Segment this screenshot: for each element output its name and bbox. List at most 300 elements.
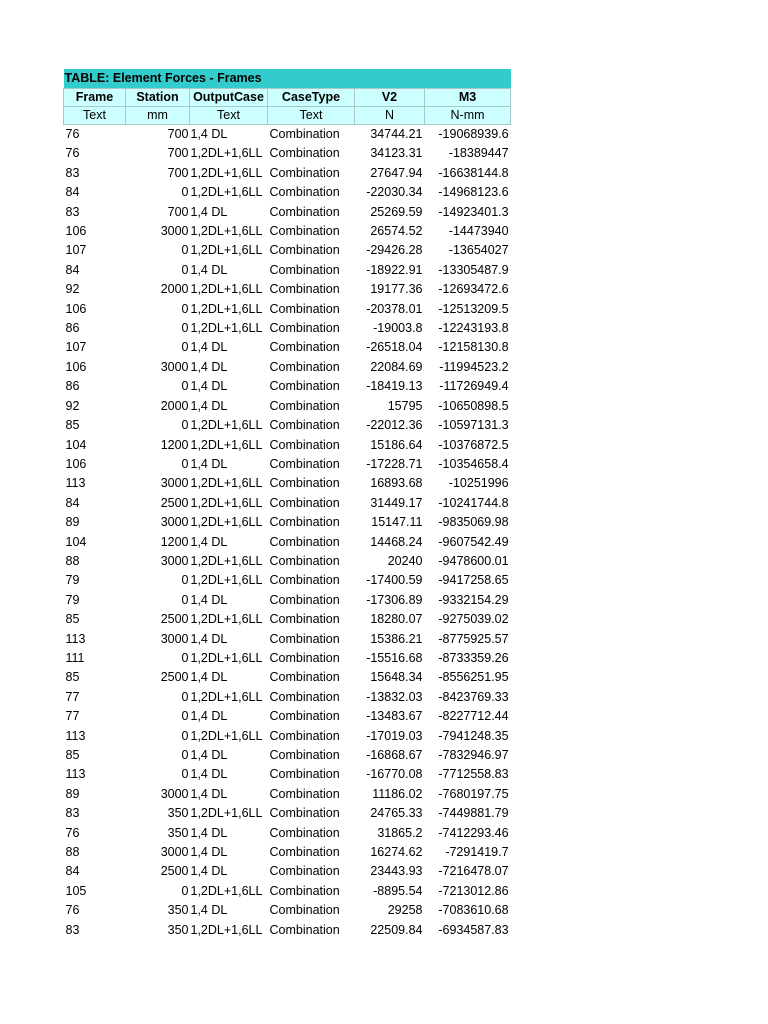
- table-row: [64, 630, 511, 649]
- cell-casetype[interactable]: Combination: [269, 262, 340, 277]
- cell-station[interactable]: 3000: [160, 631, 189, 646]
- cell-casetype[interactable]: Combination: [269, 185, 340, 200]
- cell-v2[interactable]: 20240: [387, 553, 423, 568]
- table-row: [64, 591, 511, 610]
- cell-casetype[interactable]: Combination: [269, 728, 340, 743]
- cell-frame[interactable]: 105: [65, 883, 87, 898]
- cell-v2[interactable]: 29258: [387, 903, 423, 918]
- cell-casetype[interactable]: Combination: [269, 379, 340, 394]
- cell-v2[interactable]: 14468.24: [370, 534, 423, 549]
- cell-outputcase[interactable]: 1,2DL+1,6LL: [190, 437, 263, 452]
- table-title-row: [64, 69, 511, 89]
- table-row: [64, 765, 511, 784]
- cell-casetype[interactable]: Combination: [269, 612, 340, 627]
- cell-outputcase[interactable]: 1,2DL+1,6LL: [190, 282, 263, 297]
- cell-m3[interactable]: -14473940: [448, 224, 509, 239]
- column-header-v2[interactable]: V2: [355, 89, 425, 107]
- cell-station[interactable]: 0: [181, 243, 189, 258]
- cell-casetype[interactable]: Combination: [269, 864, 340, 879]
- cell-m3[interactable]: -9332154.29: [438, 592, 509, 607]
- cell-v2[interactable]: 15186.64: [370, 437, 423, 452]
- cell-v2[interactable]: -17019.03: [366, 728, 423, 743]
- column-header-m3[interactable]: M3: [425, 89, 511, 107]
- table-row: [64, 183, 511, 202]
- cell-outputcase[interactable]: 1,4 DL: [190, 786, 228, 801]
- cell-frame[interactable]: 84: [65, 185, 80, 200]
- cell-outputcase[interactable]: 1,4 DL: [190, 127, 228, 141]
- table-row: [64, 203, 511, 222]
- cell-outputcase[interactable]: 1,4 DL: [190, 398, 228, 413]
- cell-outputcase[interactable]: 1,4 DL: [190, 767, 228, 782]
- cell-outputcase[interactable]: 1,2DL+1,6LL: [190, 418, 263, 433]
- cell-m3[interactable]: -8556251.95: [438, 670, 509, 685]
- cell-outputcase[interactable]: 1,4 DL: [190, 262, 228, 277]
- cell-frame[interactable]: 107: [65, 243, 87, 258]
- cell-outputcase[interactable]: 1,2DL+1,6LL: [190, 650, 263, 665]
- cell-m3[interactable]: -16638144.8: [438, 165, 509, 180]
- cell-m3[interactable]: -10650898.5: [438, 398, 509, 413]
- cell-m3[interactable]: -8775925.57: [438, 631, 509, 646]
- cell-station[interactable]: 0: [181, 883, 189, 898]
- cell-v2[interactable]: 31865.2: [377, 825, 423, 840]
- column-header-station[interactable]: Station: [126, 89, 190, 107]
- table-row: [64, 125, 511, 145]
- unit-frame[interactable]: Text: [64, 107, 126, 125]
- cell-m3[interactable]: -7083610.68: [438, 903, 509, 918]
- table-row: [64, 571, 511, 590]
- cell-station[interactable]: 0: [181, 418, 189, 433]
- cell-station[interactable]: 0: [181, 689, 189, 704]
- cell-station[interactable]: 3000: [160, 786, 189, 801]
- unit-station[interactable]: mm: [126, 107, 190, 125]
- cell-casetype[interactable]: Combination: [269, 301, 340, 316]
- cell-casetype[interactable]: Combination: [269, 806, 340, 821]
- cell-frame[interactable]: 113: [65, 767, 86, 782]
- cell-frame[interactable]: 92: [65, 398, 80, 413]
- cell-m3[interactable]: -9478600.01: [438, 553, 509, 568]
- cell-m3[interactable]: -11726949.4: [439, 379, 509, 394]
- cell-m3[interactable]: -11994523.2: [439, 359, 509, 374]
- cell-station[interactable]: 3000: [160, 359, 189, 374]
- cell-station[interactable]: 2000: [160, 282, 189, 297]
- cell-casetype[interactable]: Combination: [269, 437, 340, 452]
- cell-m3[interactable]: -7832946.97: [438, 748, 509, 762]
- cell-m3[interactable]: -9275039.02: [438, 612, 509, 627]
- cell-m3[interactable]: -10354658.4: [438, 456, 509, 471]
- cell-casetype[interactable]: Combination: [269, 650, 340, 665]
- cell-frame[interactable]: 86: [65, 321, 80, 336]
- table-row: [64, 746, 511, 765]
- cell-v2[interactable]: 11186.02: [372, 786, 423, 801]
- table-row: [64, 804, 511, 823]
- cell-station[interactable]: 350: [167, 806, 189, 821]
- cell-frame[interactable]: 86: [65, 379, 80, 394]
- cell-frame[interactable]: 85: [65, 670, 80, 685]
- cell-v2[interactable]: -16868.67: [366, 748, 423, 762]
- cell-station[interactable]: 3000: [160, 476, 189, 491]
- cell-station[interactable]: 350: [167, 903, 189, 918]
- column-header-casetype[interactable]: CaseType: [268, 89, 355, 107]
- cell-v2[interactable]: 15386.21: [370, 631, 423, 646]
- cell-outputcase[interactable]: 1,4 DL: [190, 631, 228, 646]
- cell-v2[interactable]: -17400.59: [366, 573, 423, 588]
- cell-outputcase[interactable]: 1,4 DL: [190, 825, 228, 840]
- cell-station[interactable]: 350: [167, 922, 189, 937]
- cell-station[interactable]: 0: [181, 650, 189, 665]
- cell-casetype[interactable]: Combination: [269, 165, 340, 180]
- cell-v2[interactable]: 34123.31: [370, 146, 423, 161]
- cell-m3[interactable]: -6934587.83: [438, 922, 509, 937]
- cell-v2[interactable]: 18280.07: [370, 612, 423, 627]
- cell-frame[interactable]: 85: [65, 418, 80, 433]
- cell-casetype[interactable]: Combination: [269, 922, 340, 937]
- cell-casetype[interactable]: Combination: [269, 127, 340, 141]
- cell-outputcase[interactable]: 1,2DL+1,6LL: [190, 806, 263, 821]
- cell-frame[interactable]: 89: [65, 786, 80, 801]
- cell-casetype[interactable]: Combination: [269, 224, 340, 239]
- cell-casetype[interactable]: Combination: [269, 592, 340, 607]
- cell-m3[interactable]: -18389447: [448, 146, 509, 161]
- cell-casetype[interactable]: Combination: [269, 709, 340, 724]
- cell-v2[interactable]: -16770.08: [366, 767, 423, 782]
- cell-casetype[interactable]: Combination: [269, 398, 340, 413]
- cell-outputcase[interactable]: 1,4 DL: [190, 903, 228, 918]
- table-row: [64, 261, 511, 280]
- table-row: [64, 921, 511, 940]
- cell-casetype[interactable]: Combination: [269, 786, 340, 801]
- cell-m3[interactable]: -12693472.6: [438, 282, 509, 297]
- table-row: [64, 707, 511, 726]
- cell-frame[interactable]: 92: [65, 282, 80, 297]
- table-row: [64, 649, 511, 668]
- cell-v2[interactable]: 16274.62: [370, 845, 423, 860]
- cell-casetype[interactable]: Combination: [269, 689, 340, 704]
- cell-v2[interactable]: 16893.68: [370, 476, 423, 491]
- cell-outputcase[interactable]: 1,2DL+1,6LL: [190, 689, 263, 704]
- table-row: [64, 494, 511, 513]
- cell-frame[interactable]: 77: [65, 689, 80, 704]
- cell-outputcase[interactable]: 1,2DL+1,6LL: [190, 301, 263, 316]
- cell-outputcase[interactable]: 1,2DL+1,6LL: [190, 553, 263, 568]
- cell-outputcase[interactable]: 1,4 DL: [190, 709, 228, 724]
- cell-v2[interactable]: 25269.59: [370, 204, 423, 219]
- cell-casetype[interactable]: Combination: [269, 495, 340, 510]
- cell-casetype[interactable]: Combination: [269, 146, 340, 161]
- cell-casetype[interactable]: Combination: [269, 883, 340, 898]
- table-row: [64, 164, 511, 183]
- cell-m3[interactable]: -13305487.9: [438, 262, 509, 277]
- cell-outputcase[interactable]: 1,4 DL: [190, 204, 228, 219]
- cell-casetype[interactable]: Combination: [269, 243, 340, 258]
- cell-m3[interactable]: -12513209.5: [438, 301, 509, 316]
- unit-m3[interactable]: N-mm: [425, 107, 511, 125]
- cell-station[interactable]: 0: [181, 456, 189, 471]
- cell-frame[interactable]: 76: [65, 825, 80, 840]
- cell-m3[interactable]: -7941248.35: [438, 728, 509, 743]
- cell-casetype[interactable]: Combination: [269, 321, 340, 336]
- cell-station[interactable]: 2500: [160, 495, 189, 510]
- cell-v2[interactable]: 15147.11: [371, 515, 423, 530]
- table-row: [64, 785, 511, 804]
- cell-v2[interactable]: -15516.68: [366, 650, 423, 665]
- cell-station[interactable]: 0: [181, 321, 189, 336]
- cell-outputcase[interactable]: 1,4 DL: [190, 845, 228, 860]
- cell-m3[interactable]: -9835069.98: [438, 515, 509, 530]
- cell-outputcase[interactable]: 1,2DL+1,6LL: [190, 321, 263, 336]
- cell-station[interactable]: 700: [167, 146, 189, 161]
- cell-outputcase[interactable]: 1,2DL+1,6LL: [190, 146, 263, 161]
- cell-v2[interactable]: 22509.84: [370, 922, 423, 937]
- table-row: [64, 727, 511, 746]
- cell-m3[interactable]: -12158130.8: [438, 340, 509, 355]
- cell-frame[interactable]: 85: [65, 612, 80, 627]
- column-header-outputcase[interactable]: OutputCase: [190, 89, 268, 107]
- table-row: [64, 882, 511, 901]
- cell-station[interactable]: 3000: [160, 515, 189, 530]
- cell-outputcase[interactable]: 1,4 DL: [190, 359, 228, 374]
- cell-m3[interactable]: -19068939.6: [438, 127, 509, 141]
- cell-casetype[interactable]: Combination: [269, 903, 340, 918]
- cell-frame[interactable]: 106: [65, 301, 87, 316]
- cell-station[interactable]: 350: [167, 825, 189, 840]
- cell-v2[interactable]: 27647.94: [370, 165, 423, 180]
- table-row: [64, 300, 511, 319]
- cell-v2[interactable]: 15795: [387, 398, 423, 413]
- table-row: [64, 338, 511, 357]
- cell-outputcase[interactable]: 1,2DL+1,6LL: [190, 185, 263, 200]
- cell-m3[interactable]: -14968123.6: [438, 185, 509, 200]
- cell-frame[interactable]: 76: [65, 146, 80, 161]
- cell-v2[interactable]: -29426.28: [366, 243, 423, 258]
- cell-casetype[interactable]: Combination: [269, 767, 340, 782]
- cell-outputcase[interactable]: 1,4 DL: [190, 670, 228, 685]
- table-row: [64, 377, 511, 396]
- cell-outputcase[interactable]: 1,2DL+1,6LL: [190, 243, 263, 258]
- table-row: [64, 397, 511, 416]
- cell-frame[interactable]: 88: [65, 845, 80, 860]
- cell-m3[interactable]: -10251996: [448, 476, 509, 491]
- cell-v2[interactable]: -17306.89: [366, 592, 423, 607]
- cell-m3[interactable]: -10376872.5: [438, 437, 509, 452]
- cell-station[interactable]: 3000: [160, 224, 189, 239]
- cell-frame[interactable]: 77: [65, 709, 80, 724]
- cell-m3[interactable]: -12243193.8: [438, 321, 509, 336]
- cell-m3[interactable]: -7216478.07: [438, 864, 509, 879]
- unit-v2[interactable]: N: [355, 107, 425, 125]
- cell-outputcase[interactable]: 1,4 DL: [190, 748, 228, 762]
- table-row: [64, 533, 511, 552]
- cell-casetype[interactable]: Combination: [269, 456, 340, 471]
- cell-frame[interactable]: 83: [65, 165, 80, 180]
- cell-station[interactable]: 0: [181, 592, 189, 607]
- cell-frame[interactable]: 84: [65, 864, 80, 879]
- cell-casetype[interactable]: Combination: [269, 631, 340, 646]
- cell-v2[interactable]: -18419.13: [366, 379, 423, 394]
- cell-m3[interactable]: -7412293.46: [438, 825, 509, 840]
- cell-outputcase[interactable]: 1,4 DL: [190, 592, 228, 607]
- cell-frame[interactable]: 76: [65, 903, 80, 918]
- cell-casetype[interactable]: Combination: [269, 748, 340, 762]
- cell-frame[interactable]: 84: [65, 262, 80, 277]
- table-row: [64, 552, 511, 571]
- unit-row: [64, 107, 511, 125]
- cell-station[interactable]: 0: [181, 709, 189, 724]
- cell-frame[interactable]: 88: [65, 553, 80, 568]
- cell-outputcase[interactable]: 1,2DL+1,6LL: [190, 883, 263, 898]
- cell-station[interactable]: 700: [167, 127, 189, 141]
- cell-outputcase[interactable]: 1,2DL+1,6LL: [190, 495, 263, 510]
- cell-outputcase[interactable]: 1,2DL+1,6LL: [190, 515, 263, 530]
- cell-station[interactable]: 0: [181, 340, 189, 355]
- cell-m3[interactable]: -9417258.65: [438, 573, 509, 588]
- cell-outputcase[interactable]: 1,2DL+1,6LL: [190, 612, 263, 627]
- cell-v2[interactable]: -19003.8: [373, 321, 423, 336]
- cell-frame[interactable]: 106: [65, 224, 87, 239]
- cell-v2[interactable]: 23443.93: [370, 864, 423, 879]
- cell-outputcase[interactable]: 1,2DL+1,6LL: [190, 165, 263, 180]
- cell-frame[interactable]: 85: [65, 748, 80, 762]
- table-row: [64, 436, 511, 455]
- cell-v2[interactable]: 19177.36: [370, 282, 423, 297]
- cell-frame[interactable]: 104: [65, 534, 87, 549]
- table-row: [64, 241, 511, 260]
- table-row: [64, 688, 511, 707]
- cell-casetype[interactable]: Combination: [269, 476, 340, 491]
- cell-outputcase[interactable]: 1,4 DL: [190, 379, 228, 394]
- cell-station[interactable]: 700: [167, 204, 189, 219]
- cell-station[interactable]: 1200: [160, 437, 189, 452]
- cell-casetype[interactable]: Combination: [269, 282, 340, 297]
- element-forces-table: [63, 69, 511, 940]
- cell-frame[interactable]: 107: [65, 340, 87, 355]
- cell-outputcase[interactable]: 1,2DL+1,6LL: [190, 573, 263, 588]
- cell-frame[interactable]: 104: [65, 437, 87, 452]
- table-row: [64, 668, 511, 687]
- cell-outputcase[interactable]: 1,2DL+1,6LL: [190, 922, 263, 937]
- cell-station[interactable]: 2500: [160, 612, 189, 627]
- column-header-frame[interactable]: Frame: [64, 89, 126, 107]
- cell-frame[interactable]: 79: [65, 573, 80, 588]
- cell-m3[interactable]: -7449881.79: [438, 806, 509, 821]
- cell-m3[interactable]: -9607542.49: [438, 534, 509, 549]
- cell-v2[interactable]: -13483.67: [366, 709, 423, 724]
- cell-outputcase[interactable]: 1,4 DL: [190, 534, 228, 549]
- cell-v2[interactable]: -17228.71: [366, 456, 423, 471]
- cell-v2[interactable]: -13832.03: [366, 689, 423, 704]
- cell-station[interactable]: 0: [181, 767, 189, 782]
- cell-v2[interactable]: -20378.01: [366, 301, 423, 316]
- cell-frame[interactable]: 76: [65, 127, 80, 141]
- cell-casetype[interactable]: Combination: [269, 845, 340, 860]
- cell-station[interactable]: 2500: [160, 670, 189, 685]
- cell-v2[interactable]: 34744.21: [370, 127, 423, 141]
- cell-m3[interactable]: -7712558.83: [438, 767, 509, 782]
- cell-casetype[interactable]: Combination: [269, 340, 340, 355]
- cell-v2[interactable]: -22030.34: [366, 185, 423, 200]
- table-row: [64, 280, 511, 299]
- cell-outputcase[interactable]: 1,4 DL: [190, 340, 228, 355]
- cell-m3[interactable]: -10241744.8: [438, 495, 509, 510]
- cell-frame[interactable]: 79: [65, 592, 80, 607]
- cell-frame[interactable]: 106: [65, 456, 87, 471]
- cell-station[interactable]: 0: [181, 301, 189, 316]
- cell-station[interactable]: 1200: [160, 534, 189, 549]
- cell-station[interactable]: 3000: [160, 845, 189, 860]
- cell-outputcase[interactable]: 1,2DL+1,6LL: [190, 224, 263, 239]
- cell-m3[interactable]: -7213012.86: [438, 883, 509, 898]
- cell-v2[interactable]: -22012.36: [366, 418, 423, 433]
- cell-frame[interactable]: 113: [65, 476, 86, 491]
- cell-v2[interactable]: 24765.33: [370, 806, 423, 821]
- cell-casetype[interactable]: Combination: [269, 553, 340, 568]
- cell-frame[interactable]: 113: [65, 631, 86, 646]
- unit-outputcase[interactable]: Text: [190, 107, 268, 125]
- cell-casetype[interactable]: Combination: [269, 670, 340, 685]
- cell-v2[interactable]: -18922.91: [366, 262, 423, 277]
- cell-frame[interactable]: 83: [65, 806, 80, 821]
- unit-casetype[interactable]: Text: [268, 107, 355, 125]
- cell-casetype[interactable]: Combination: [269, 573, 340, 588]
- cell-m3[interactable]: -7680197.75: [438, 786, 509, 801]
- cell-frame[interactable]: 84: [65, 495, 80, 510]
- cell-station[interactable]: 0: [181, 573, 189, 588]
- cell-v2[interactable]: 22084.69: [370, 359, 423, 374]
- cell-m3[interactable]: -8733359.26: [438, 650, 509, 665]
- cell-casetype[interactable]: Combination: [269, 418, 340, 433]
- cell-casetype[interactable]: Combination: [269, 825, 340, 840]
- cell-v2[interactable]: 15648.34: [370, 670, 423, 685]
- cell-casetype[interactable]: Combination: [269, 534, 340, 549]
- cell-casetype[interactable]: Combination: [269, 204, 340, 219]
- cell-station[interactable]: 0: [181, 185, 189, 200]
- cell-outputcase[interactable]: 1,2DL+1,6LL: [190, 728, 263, 743]
- cell-v2[interactable]: -8895.54: [373, 883, 423, 898]
- cell-frame[interactable]: 89: [65, 515, 80, 530]
- cell-v2[interactable]: 31449.17: [370, 495, 423, 510]
- cell-m3[interactable]: -10597131.3: [438, 418, 509, 433]
- table-row: [64, 358, 511, 377]
- cell-station[interactable]: 0: [181, 748, 189, 762]
- cell-station[interactable]: 2500: [160, 864, 189, 879]
- cell-station[interactable]: 2000: [160, 398, 189, 413]
- cell-m3[interactable]: -14923401.3: [438, 204, 509, 219]
- cell-m3[interactable]: -8423769.33: [438, 689, 509, 704]
- cell-station[interactable]: 0: [181, 379, 189, 394]
- table-row: [64, 843, 511, 862]
- cell-frame[interactable]: 111: [65, 650, 85, 665]
- cell-frame[interactable]: 106: [65, 359, 87, 374]
- cell-frame[interactable]: 113: [65, 728, 86, 743]
- cell-station[interactable]: 3000: [160, 553, 189, 568]
- cell-outputcase[interactable]: 1,4 DL: [190, 864, 228, 879]
- cell-station[interactable]: 0: [181, 262, 189, 277]
- cell-casetype[interactable]: Combination: [269, 359, 340, 374]
- cell-frame[interactable]: 83: [65, 204, 80, 219]
- cell-v2[interactable]: 26574.52: [370, 224, 423, 239]
- cell-casetype[interactable]: Combination: [269, 515, 340, 530]
- cell-outputcase[interactable]: 1,4 DL: [190, 456, 228, 471]
- cell-outputcase[interactable]: 1,2DL+1,6LL: [190, 476, 263, 491]
- cell-station[interactable]: 0: [181, 728, 189, 743]
- cell-m3[interactable]: -7291419.7: [445, 845, 509, 860]
- cell-station[interactable]: 700: [167, 165, 189, 180]
- table-row: [64, 222, 511, 241]
- cell-m3[interactable]: -13654027: [448, 243, 509, 258]
- cell-v2[interactable]: -26518.04: [366, 340, 423, 355]
- table-row: [64, 455, 511, 474]
- cell-frame[interactable]: 83: [65, 922, 80, 937]
- cell-m3[interactable]: -8227712.44: [438, 709, 509, 724]
